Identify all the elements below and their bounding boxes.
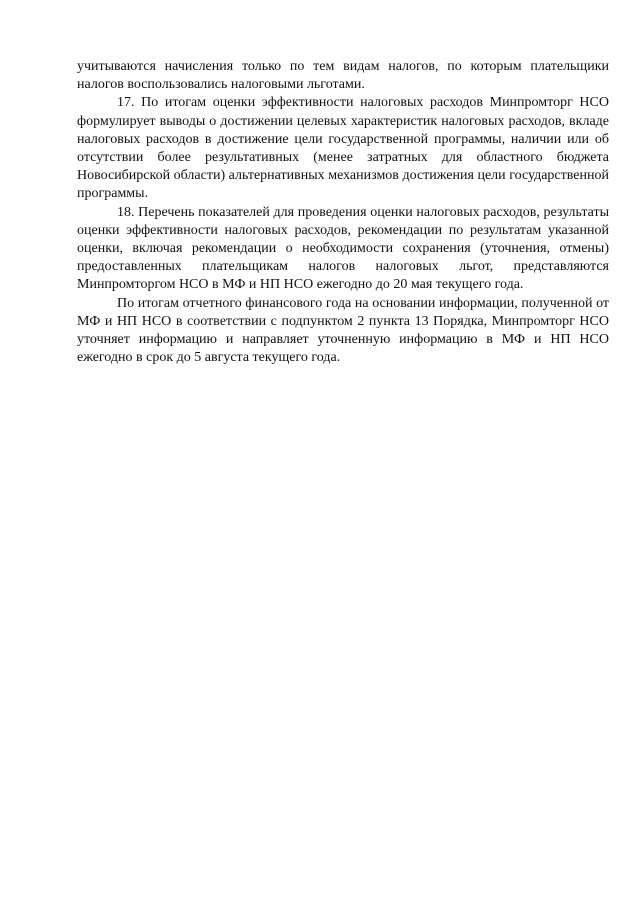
paragraph-continuation: учитываются начисления только по тем видам налогов, по которым плательщики налогов воспользовались налоговыми льготами. xyxy=(77,59,609,93)
document-body xyxy=(77,58,609,367)
paragraph-annual-update: По итогам отчетного финансового года на основании информации, полученной от МФ и НП НСО в соответствии с подпунктом 2 пункта 13 Порядка, Минпромторг НСО уточняет информацию и направляет уточненную информацию в МФ и НП НСО ежегодно в срок до 5 августа текущего года. xyxy=(77,295,609,366)
paragraph-item-18: 18. Перечень показателей для проведения оценки налоговых расходов, результаты оценки эффективности налоговых расходов, рекомендации по результатам указанной оценки, включая рекомендации о необходимости сохранения (уточнения, отмены) предоставленных плательщикам налогов налоговых льгот, представляются Минпромторгом НСО в МФ и НП НСО ежегодно до 20 мая текущего года. xyxy=(77,204,609,293)
paragraph-item-17: 17. По итогам оценки эффективности налоговых расходов Минпромторг НСО формулирует выводы о достижении целевых характеристик налоговых расходов, вкладе налоговых расходов в достижение цели государственной программы, наличии или об отсутствии более результативных (менее затратных для областного бюджета Новосибирской области) альтернативных механизмов достижения цели государственной программы. xyxy=(77,95,609,202)
